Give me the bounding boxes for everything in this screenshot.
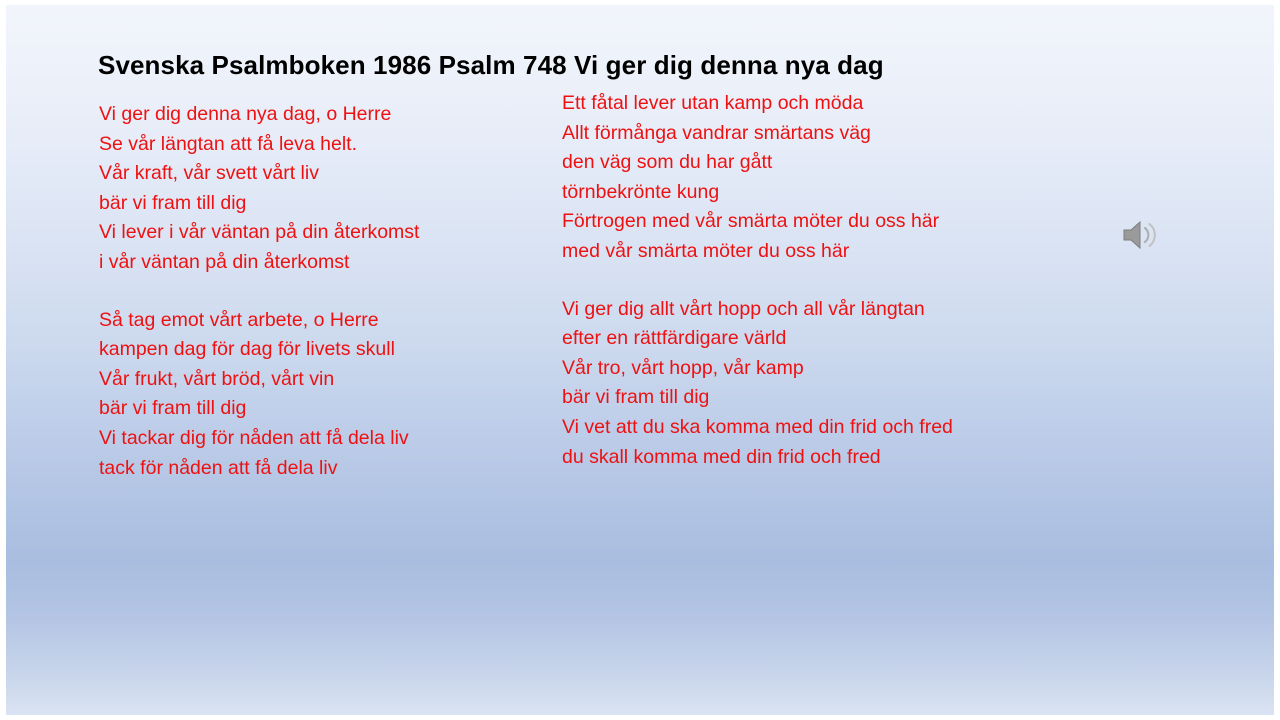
- lyric-line: Vår frukt, vårt bröd, vårt vin: [99, 367, 335, 390]
- lyric-line: Förtrogen med vår smärta möter du oss här: [562, 210, 940, 233]
- lyric-line: Vi ger dig denna nya dag, o Herre: [99, 103, 392, 125]
- lyric-line: Vi lever i vår väntan på din återkomst: [99, 221, 420, 244]
- lyric-line: Så tag emot vårt arbete, o Herre: [99, 308, 379, 331]
- stanza: [99, 306, 539, 484]
- lyric-line: bär vi fram till dig: [99, 191, 247, 214]
- lyric-line: kampen dag för dag för livets skull: [99, 338, 395, 361]
- lyric-line: törnbekrönte kung: [562, 180, 720, 203]
- lyric-line: Allt förmånga vandrar smärtans väg: [562, 121, 871, 144]
- stanza: [99, 100, 539, 278]
- speaker-icon[interactable]: [1118, 215, 1162, 255]
- page-title: Svenska Psalmboken 1986 Psalm 748 Vi ger dig denna nya dag: [98, 50, 884, 80]
- lyrics-column-left: [99, 100, 539, 483]
- lyric-line: Vi tackar dig för nåden att få dela liv: [99, 426, 409, 449]
- lyrics-column-right: [562, 89, 1122, 472]
- lyric-line: tack för nåden att få dela liv: [99, 456, 338, 479]
- lyric-line: Ett fåtal lever utan kamp och möda: [562, 92, 864, 114]
- lyric-line: Vi vet att du ska komma med din frid och fred: [562, 415, 953, 438]
- lyric-line: bär vi fram till dig: [99, 397, 247, 420]
- lyric-line: efter en rättfärdigare värld: [562, 327, 787, 350]
- lyric-line: Vår kraft, vår svett vårt liv: [99, 162, 319, 185]
- lyric-line: Se vår längtan att få leva helt.: [99, 132, 357, 155]
- lyric-line: med vår smärta möter du oss här: [562, 239, 850, 262]
- lyric-line: Vi ger dig allt vårt hopp och all vår längtan: [562, 297, 925, 320]
- lyric-line: bär vi fram till dig: [562, 386, 710, 409]
- lyric-line: i vår väntan på din återkomst: [99, 250, 350, 273]
- lyric-line: den väg som du har gått: [562, 151, 773, 174]
- lyric-line: Vår tro, vårt hopp, vår kamp: [562, 356, 804, 379]
- stanza: [562, 295, 1122, 473]
- lyric-line: du skall komma med din frid och fred: [562, 445, 881, 468]
- stanza: [562, 89, 1122, 267]
